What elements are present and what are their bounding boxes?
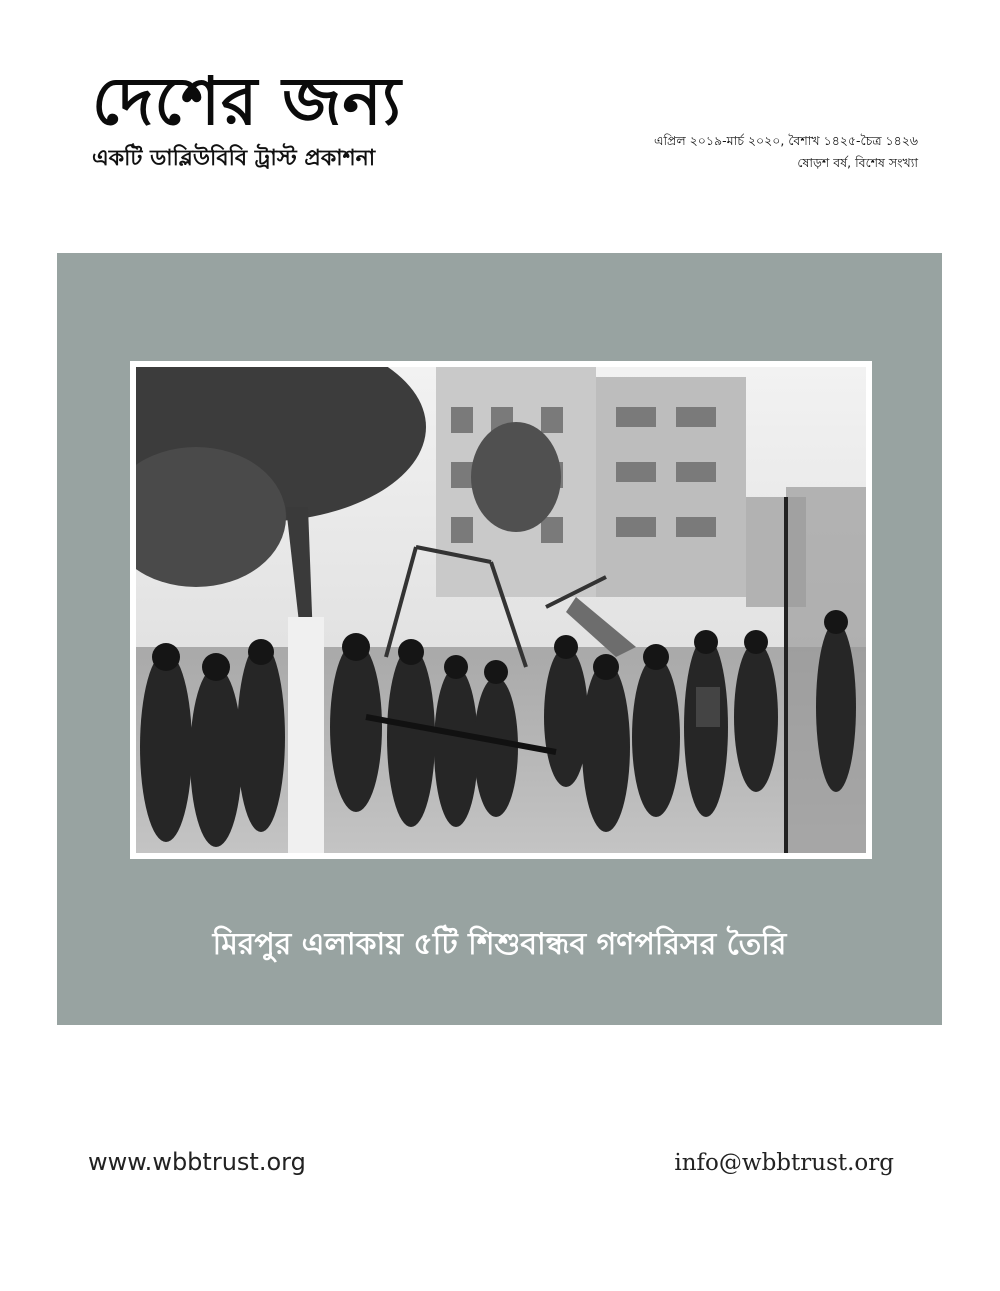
cover-photo-frame: [130, 361, 872, 859]
cover-panel: [57, 253, 942, 1025]
footer-email[interactable]: info@wbbtrust.org: [674, 1150, 894, 1176]
issue-date-line: এপ্রিল ২০১৯-মার্চ ২০২০, বৈশাখ ১৪২৫-চৈত্র ১৪২৬: [653, 133, 918, 148]
issue-info: [654, 130, 918, 174]
footer-website[interactable]: www.wbbtrust.org: [88, 1148, 306, 1176]
masthead-subtitle: একটি ডাব্লিউবিবি ট্রাস্ট প্রকাশনা: [92, 146, 376, 171]
masthead-title: দেশের জন্য: [92, 63, 402, 140]
issue-edition-line: ষোড়শ বর্ষ, বিশেষ সংখ্যা: [797, 155, 918, 170]
cover-photo: [136, 367, 866, 853]
children-at-playground-photo: [136, 367, 866, 853]
cover-headline: মিরপুর এলাকায় ৫টি শিশুবান্ধব গণপরিসর তৈরি: [212, 927, 787, 962]
